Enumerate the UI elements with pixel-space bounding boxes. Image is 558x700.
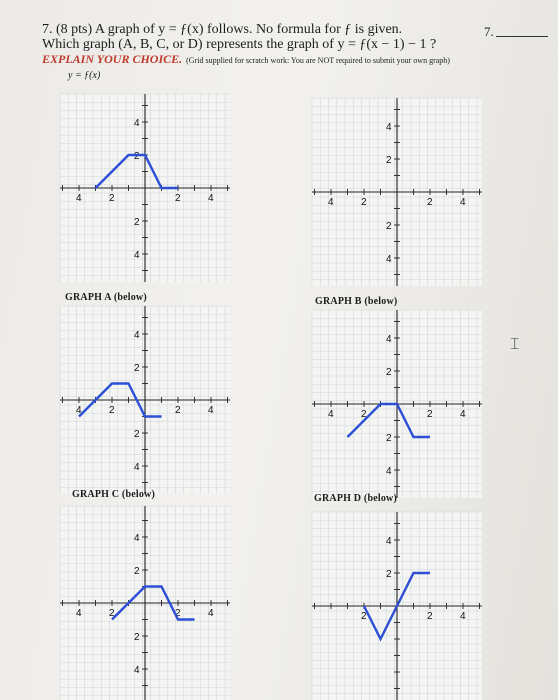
y-tick-label: 4 bbox=[386, 122, 392, 133]
y-tick-label: 2 bbox=[386, 367, 392, 378]
y-tick-label: 4 bbox=[134, 533, 140, 544]
x-tick-label: 2 bbox=[427, 611, 433, 622]
y-tick-label: 2 bbox=[386, 433, 392, 444]
x-tick-label: 4 bbox=[208, 193, 214, 204]
x-tick-label: 4 bbox=[76, 608, 82, 619]
graph-b-label: GRAPH B (below) bbox=[315, 296, 398, 307]
question-line-1: 7. (8 pts) A graph of y = ƒ(x) follows. No formula for ƒ is given. bbox=[42, 22, 403, 37]
x-tick-label: 2 bbox=[109, 405, 115, 416]
graph-c bbox=[60, 506, 230, 700]
y-tick-label: 2 bbox=[134, 429, 140, 440]
y-tick-label: 4 bbox=[134, 665, 140, 676]
x-tick-label: 4 bbox=[208, 608, 214, 619]
x-tick-label: 2 bbox=[427, 197, 433, 208]
x-tick-label: 4 bbox=[76, 193, 82, 204]
x-tick-label: 2 bbox=[109, 608, 115, 619]
y-tick-label: 4 bbox=[386, 466, 392, 477]
y-tick-label: 2 bbox=[134, 363, 140, 374]
graph-fx bbox=[60, 94, 230, 282]
question-line-2: Which graph (A, B, C, or D) represents the graph of y = ƒ(x − 1) − 1 ? bbox=[42, 37, 437, 52]
grid-note: (Grid supplied for scratch work: You are NOT required to submit your own graph) bbox=[186, 56, 450, 65]
y-tick-label: 4 bbox=[134, 250, 140, 261]
graph-svg bbox=[312, 310, 482, 498]
graph-svg bbox=[60, 94, 230, 282]
y-tick-label: 4 bbox=[134, 330, 140, 341]
x-tick-label: 4 bbox=[208, 405, 214, 416]
y-tick-label: 4 bbox=[386, 254, 392, 265]
graph-c-label: GRAPH C (below) bbox=[72, 489, 155, 500]
graph-svg bbox=[312, 512, 482, 700]
x-tick-label: 2 bbox=[175, 608, 181, 619]
graph-blank bbox=[312, 98, 482, 286]
x-tick-label: 4 bbox=[460, 197, 466, 208]
x-tick-label: 2 bbox=[175, 193, 181, 204]
y-tick-label: 2 bbox=[386, 155, 392, 166]
y-tick-label: 2 bbox=[134, 217, 140, 228]
y-tick-label: 4 bbox=[134, 462, 140, 473]
y-tick-label: 2 bbox=[386, 569, 392, 580]
graph-svg bbox=[60, 506, 230, 700]
x-tick-label: 4 bbox=[328, 409, 334, 420]
x-tick-label: 2 bbox=[361, 611, 367, 622]
text-cursor-icon: ⌶ bbox=[510, 334, 520, 353]
x-tick-label: 4 bbox=[460, 611, 466, 622]
y-tick-label: 2 bbox=[386, 221, 392, 232]
x-tick-label: 2 bbox=[427, 409, 433, 420]
x-tick-label: 4 bbox=[328, 197, 334, 208]
fx-label: y = ƒ(x) bbox=[68, 70, 101, 81]
explain-text: EXPLAIN YOUR CHOICE. bbox=[42, 52, 183, 66]
y-tick-label: 2 bbox=[134, 566, 140, 577]
x-tick-label: 4 bbox=[460, 409, 466, 420]
x-tick-label: 2 bbox=[361, 197, 367, 208]
graph-d bbox=[312, 512, 482, 700]
y-tick-label: 2 bbox=[134, 632, 140, 643]
x-tick-label: 2 bbox=[175, 405, 181, 416]
answer-blank[interactable] bbox=[496, 36, 548, 37]
graph-b bbox=[312, 310, 482, 498]
question-number: 7. bbox=[484, 24, 494, 39]
graph-a bbox=[60, 306, 230, 494]
y-tick-label: 4 bbox=[386, 536, 392, 547]
x-tick-label: 2 bbox=[109, 193, 115, 204]
y-tick-label: 4 bbox=[134, 118, 140, 129]
x-tick-label: 2 bbox=[361, 409, 367, 420]
graph-a-label: GRAPH A (below) bbox=[65, 292, 147, 303]
x-tick-label: 4 bbox=[76, 405, 82, 416]
graph-svg bbox=[60, 306, 230, 494]
y-tick-label: 4 bbox=[386, 334, 392, 345]
graph-svg bbox=[312, 98, 482, 286]
graph-d-label: GRAPH D (below) bbox=[314, 493, 397, 504]
y-tick-label: 2 bbox=[134, 151, 140, 162]
explain-instruction bbox=[42, 52, 450, 67]
